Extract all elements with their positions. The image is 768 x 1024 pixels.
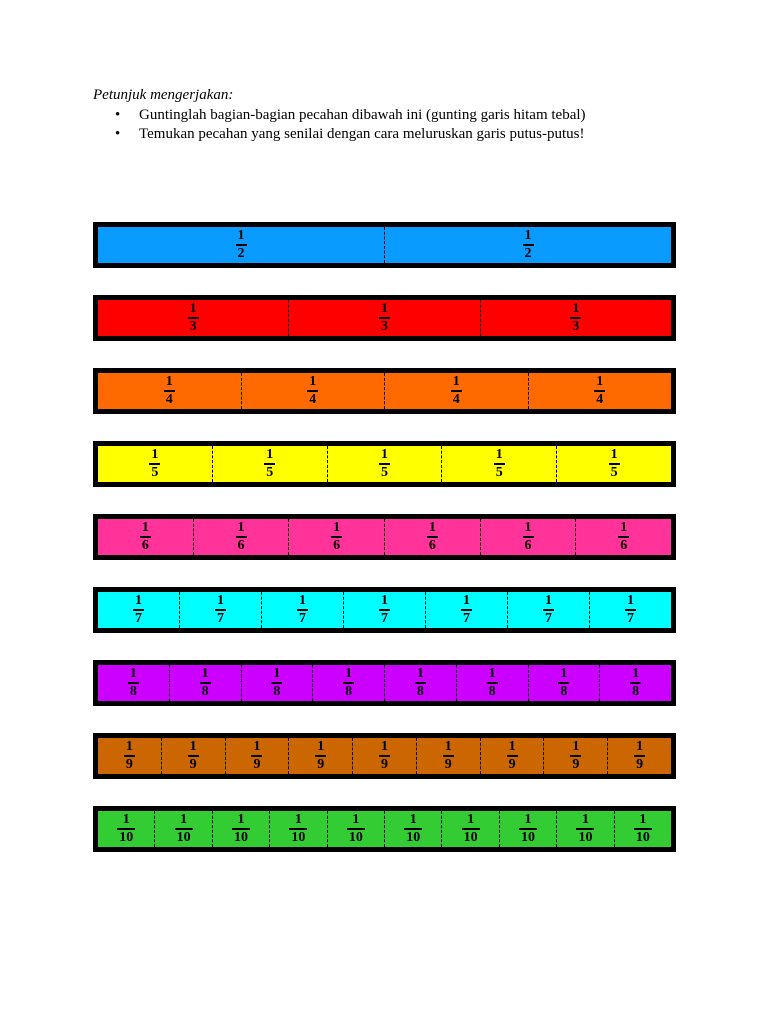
fraction-denominator: 5 bbox=[610, 464, 618, 480]
fraction-segment bbox=[327, 811, 384, 847]
fraction-segment bbox=[480, 738, 544, 774]
fraction-label bbox=[519, 813, 537, 844]
fraction-strip-10 bbox=[93, 806, 676, 852]
fraction-segment bbox=[543, 738, 607, 774]
fraction-denominator: 8 bbox=[201, 683, 209, 699]
fraction-segment bbox=[384, 665, 456, 701]
fraction-segment bbox=[384, 227, 671, 263]
fraction-numerator: 1 bbox=[217, 593, 224, 609]
fraction-denominator: 6 bbox=[141, 537, 149, 553]
fraction-numerator: 1 bbox=[141, 520, 149, 536]
instructions-title: Petunjuk mengerjakan: bbox=[93, 87, 234, 103]
instructions-block bbox=[93, 86, 693, 144]
fraction-denominator: 10 bbox=[578, 829, 593, 845]
fraction-numerator: 1 bbox=[545, 593, 552, 609]
fraction-label bbox=[379, 448, 390, 479]
fraction-denominator: 10 bbox=[406, 829, 421, 845]
fraction-label bbox=[523, 521, 534, 552]
fraction-segment bbox=[441, 446, 556, 482]
fraction-numerator: 1 bbox=[273, 666, 281, 682]
fraction-segment bbox=[343, 592, 425, 628]
fraction-label bbox=[427, 521, 438, 552]
fraction-label bbox=[415, 667, 426, 698]
fraction-label bbox=[289, 813, 307, 844]
instruction-item bbox=[93, 125, 693, 144]
fraction-segment bbox=[288, 519, 384, 555]
fraction-denominator: 6 bbox=[428, 537, 436, 553]
fraction-denominator: 7 bbox=[217, 610, 224, 626]
fraction-label bbox=[494, 448, 505, 479]
fraction-segment bbox=[161, 738, 225, 774]
fraction-label bbox=[236, 229, 247, 260]
fraction-denominator: 6 bbox=[333, 537, 341, 553]
fraction-label bbox=[570, 302, 581, 333]
fraction-denominator: 9 bbox=[125, 756, 133, 772]
fraction-denominator: 6 bbox=[237, 537, 245, 553]
fraction-numerator: 1 bbox=[299, 593, 306, 609]
fraction-label bbox=[609, 448, 620, 479]
fraction-numerator: 1 bbox=[294, 812, 302, 828]
fraction-strip-5 bbox=[93, 441, 676, 487]
fraction-numerator: 1 bbox=[266, 447, 274, 463]
fraction-label bbox=[443, 740, 454, 771]
fraction-label bbox=[462, 813, 480, 844]
fraction-segment bbox=[312, 665, 384, 701]
fraction-denominator: 4 bbox=[596, 391, 604, 407]
fraction-label bbox=[379, 302, 390, 333]
fraction-label bbox=[379, 740, 390, 771]
fraction-numerator: 1 bbox=[345, 666, 353, 682]
fraction-denominator: 10 bbox=[635, 829, 650, 845]
fraction-segment bbox=[499, 811, 556, 847]
fraction-label bbox=[487, 667, 498, 698]
fraction-label bbox=[404, 813, 422, 844]
fraction-label bbox=[343, 667, 354, 698]
fraction-strip-3 bbox=[93, 295, 676, 341]
fraction-numerator: 1 bbox=[508, 739, 516, 755]
fraction-strip-7 bbox=[93, 587, 676, 633]
fraction-denominator: 8 bbox=[345, 683, 353, 699]
fraction-segment bbox=[193, 519, 289, 555]
fraction-denominator: 9 bbox=[636, 756, 644, 772]
fraction-numerator: 1 bbox=[596, 374, 604, 390]
fraction-segment bbox=[456, 665, 528, 701]
fraction-denominator: 7 bbox=[135, 610, 142, 626]
fraction-numerator: 1 bbox=[333, 520, 341, 536]
fraction-label bbox=[297, 594, 308, 625]
fraction-denominator: 2 bbox=[237, 245, 245, 261]
fraction-segment bbox=[241, 665, 313, 701]
fraction-label bbox=[200, 667, 211, 698]
fraction-numerator: 1 bbox=[495, 447, 503, 463]
fraction-label bbox=[117, 813, 135, 844]
fraction-numerator: 1 bbox=[463, 593, 470, 609]
fraction-denominator: 4 bbox=[309, 391, 317, 407]
fraction-numerator: 1 bbox=[488, 666, 496, 682]
fraction-denominator: 9 bbox=[508, 756, 516, 772]
fraction-numerator: 1 bbox=[237, 812, 245, 828]
fraction-numerator: 1 bbox=[524, 812, 532, 828]
fraction-denominator: 8 bbox=[632, 683, 640, 699]
fraction-denominator: 10 bbox=[521, 829, 536, 845]
fraction-numerator: 1 bbox=[189, 739, 197, 755]
fraction-numerator: 1 bbox=[572, 301, 580, 317]
fraction-numerator: 1 bbox=[165, 374, 173, 390]
fraction-label bbox=[618, 521, 629, 552]
fraction-label bbox=[594, 375, 605, 406]
fraction-label bbox=[315, 740, 326, 771]
fraction-label bbox=[175, 813, 193, 844]
fraction-denominator: 7 bbox=[545, 610, 552, 626]
fraction-numerator: 1 bbox=[444, 739, 452, 755]
fraction-numerator: 1 bbox=[129, 666, 137, 682]
fraction-segment bbox=[98, 738, 161, 774]
bullet-icon: • bbox=[115, 126, 121, 142]
fraction-segment bbox=[528, 665, 600, 701]
fraction-numerator: 1 bbox=[572, 739, 580, 755]
fraction-denominator: 5 bbox=[151, 464, 159, 480]
fraction-strip-8 bbox=[93, 660, 676, 706]
fraction-denominator: 5 bbox=[380, 464, 388, 480]
fraction-strip-4 bbox=[93, 368, 676, 414]
fraction-numerator: 1 bbox=[317, 739, 325, 755]
fraction-label bbox=[140, 521, 151, 552]
fraction-strip-9 bbox=[93, 733, 676, 779]
fraction-strip-2 bbox=[93, 222, 676, 268]
instruction-text: Temukan pecahan yang senilai dengan cara meluruskan garis putus-putus! bbox=[139, 126, 585, 142]
fraction-segment bbox=[384, 373, 528, 409]
fraction-denominator: 8 bbox=[273, 683, 281, 699]
fraction-numerator: 1 bbox=[452, 374, 460, 390]
fraction-numerator: 1 bbox=[636, 739, 644, 755]
fraction-segment bbox=[384, 811, 441, 847]
fraction-denominator: 10 bbox=[348, 829, 363, 845]
fraction-numerator: 1 bbox=[581, 812, 589, 828]
fraction-segment bbox=[384, 519, 480, 555]
fraction-denominator: 3 bbox=[189, 318, 197, 334]
fraction-segment bbox=[556, 446, 671, 482]
fraction-numerator: 1 bbox=[151, 447, 159, 463]
fraction-segment bbox=[556, 811, 613, 847]
fraction-numerator: 1 bbox=[122, 812, 130, 828]
fraction-denominator: 7 bbox=[627, 610, 634, 626]
fraction-label bbox=[630, 667, 641, 698]
fraction-numerator: 1 bbox=[428, 520, 436, 536]
fraction-denominator: 7 bbox=[299, 610, 306, 626]
fraction-denominator: 6 bbox=[524, 537, 532, 553]
fraction-numerator: 1 bbox=[620, 520, 628, 536]
fraction-numerator: 1 bbox=[237, 520, 245, 536]
fraction-label bbox=[558, 667, 569, 698]
fraction-denominator: 4 bbox=[452, 391, 460, 407]
fraction-label bbox=[634, 813, 652, 844]
fraction-label bbox=[523, 229, 534, 260]
fraction-numerator: 1 bbox=[125, 739, 133, 755]
fraction-label bbox=[543, 594, 554, 625]
fraction-label bbox=[379, 594, 390, 625]
fraction-denominator: 4 bbox=[165, 391, 173, 407]
fraction-segment bbox=[288, 738, 352, 774]
fraction-denominator: 5 bbox=[266, 464, 274, 480]
fraction-numerator: 1 bbox=[201, 666, 209, 682]
fraction-numerator: 1 bbox=[135, 593, 142, 609]
fraction-segment bbox=[98, 811, 154, 847]
fraction-segment bbox=[212, 446, 327, 482]
fraction-label bbox=[570, 740, 581, 771]
fraction-label bbox=[164, 375, 175, 406]
fraction-segment bbox=[241, 373, 385, 409]
fraction-segment bbox=[507, 592, 589, 628]
fraction-denominator: 8 bbox=[129, 683, 137, 699]
fraction-segment bbox=[528, 373, 672, 409]
fraction-segment bbox=[607, 738, 671, 774]
fraction-denominator: 10 bbox=[463, 829, 478, 845]
fraction-denominator: 3 bbox=[572, 318, 580, 334]
fraction-segment bbox=[425, 592, 507, 628]
fraction-segment bbox=[416, 738, 480, 774]
fraction-segment bbox=[599, 665, 671, 701]
fraction-label bbox=[451, 375, 462, 406]
fraction-denominator: 8 bbox=[488, 683, 496, 699]
fraction-segment bbox=[441, 811, 498, 847]
fraction-denominator: 9 bbox=[381, 756, 389, 772]
fraction-denominator: 9 bbox=[317, 756, 325, 772]
fraction-segment bbox=[480, 519, 576, 555]
fraction-numerator: 1 bbox=[237, 228, 245, 244]
fraction-label bbox=[128, 667, 139, 698]
fraction-numerator: 1 bbox=[189, 301, 197, 317]
fraction-denominator: 7 bbox=[463, 610, 470, 626]
fraction-label bbox=[133, 594, 144, 625]
fraction-numerator: 1 bbox=[309, 374, 317, 390]
fraction-segment bbox=[480, 300, 671, 336]
fraction-label bbox=[215, 594, 226, 625]
instruction-item bbox=[93, 106, 693, 125]
fraction-denominator: 6 bbox=[620, 537, 628, 553]
fraction-numerator: 1 bbox=[610, 447, 618, 463]
fraction-denominator: 9 bbox=[189, 756, 197, 772]
fraction-label bbox=[307, 375, 318, 406]
fraction-label bbox=[124, 740, 135, 771]
fraction-denominator: 10 bbox=[234, 829, 249, 845]
fraction-strips bbox=[93, 222, 676, 879]
fraction-label bbox=[576, 813, 594, 844]
fraction-segment bbox=[98, 592, 179, 628]
fraction-segment bbox=[212, 811, 269, 847]
fraction-segment bbox=[327, 446, 442, 482]
fraction-denominator: 7 bbox=[381, 610, 388, 626]
fraction-numerator: 1 bbox=[632, 666, 640, 682]
fraction-segment bbox=[98, 665, 169, 701]
fraction-segment bbox=[179, 592, 261, 628]
fraction-label bbox=[347, 813, 365, 844]
fraction-segment bbox=[589, 592, 671, 628]
fraction-numerator: 1 bbox=[627, 593, 634, 609]
fraction-numerator: 1 bbox=[253, 739, 261, 755]
fraction-label bbox=[461, 594, 472, 625]
fraction-denominator: 10 bbox=[119, 829, 134, 845]
fraction-segment bbox=[352, 738, 416, 774]
fraction-label bbox=[236, 521, 247, 552]
fraction-segment bbox=[154, 811, 211, 847]
fraction-strip-6 bbox=[93, 514, 676, 560]
fraction-segment bbox=[98, 373, 241, 409]
fraction-label bbox=[251, 740, 262, 771]
fraction-segment bbox=[614, 811, 671, 847]
fraction-label bbox=[188, 302, 199, 333]
fraction-segment bbox=[98, 300, 288, 336]
fraction-numerator: 1 bbox=[380, 301, 388, 317]
fraction-denominator: 3 bbox=[380, 318, 388, 334]
fraction-numerator: 1 bbox=[639, 812, 647, 828]
fraction-denominator: 10 bbox=[176, 829, 191, 845]
fraction-label bbox=[188, 740, 199, 771]
fraction-segment bbox=[261, 592, 343, 628]
fraction-denominator: 8 bbox=[560, 683, 568, 699]
fraction-numerator: 1 bbox=[352, 812, 360, 828]
fraction-segment bbox=[169, 665, 241, 701]
instruction-text: Guntinglah bagian-bagian pecahan dibawah ini (gunting garis hitam tebal) bbox=[139, 107, 586, 123]
fraction-label bbox=[264, 448, 275, 479]
fraction-denominator: 10 bbox=[291, 829, 306, 845]
fraction-label bbox=[507, 740, 518, 771]
fraction-segment bbox=[98, 446, 212, 482]
fraction-denominator: 9 bbox=[444, 756, 452, 772]
fraction-segment bbox=[98, 227, 384, 263]
fraction-numerator: 1 bbox=[409, 812, 417, 828]
fraction-denominator: 5 bbox=[495, 464, 503, 480]
fraction-denominator: 2 bbox=[524, 245, 532, 261]
fraction-numerator: 1 bbox=[416, 666, 424, 682]
fraction-denominator: 9 bbox=[253, 756, 261, 772]
fraction-segment bbox=[98, 519, 193, 555]
fraction-segment bbox=[225, 738, 289, 774]
fraction-label bbox=[625, 594, 636, 625]
fraction-segment bbox=[575, 519, 671, 555]
fraction-denominator: 9 bbox=[572, 756, 580, 772]
fraction-label bbox=[331, 521, 342, 552]
bullet-icon: • bbox=[115, 107, 121, 123]
fraction-numerator: 1 bbox=[524, 520, 532, 536]
fraction-numerator: 1 bbox=[381, 593, 388, 609]
fraction-label bbox=[271, 667, 282, 698]
fraction-label bbox=[634, 740, 645, 771]
fraction-segment bbox=[288, 300, 479, 336]
fraction-numerator: 1 bbox=[381, 739, 389, 755]
fraction-label bbox=[149, 448, 160, 479]
fraction-numerator: 1 bbox=[380, 447, 388, 463]
fraction-segment bbox=[269, 811, 326, 847]
fraction-label bbox=[232, 813, 250, 844]
fraction-numerator: 1 bbox=[560, 666, 568, 682]
fraction-numerator: 1 bbox=[180, 812, 188, 828]
fraction-numerator: 1 bbox=[467, 812, 475, 828]
fraction-numerator: 1 bbox=[524, 228, 532, 244]
instructions-list bbox=[93, 106, 693, 144]
fraction-denominator: 8 bbox=[416, 683, 424, 699]
